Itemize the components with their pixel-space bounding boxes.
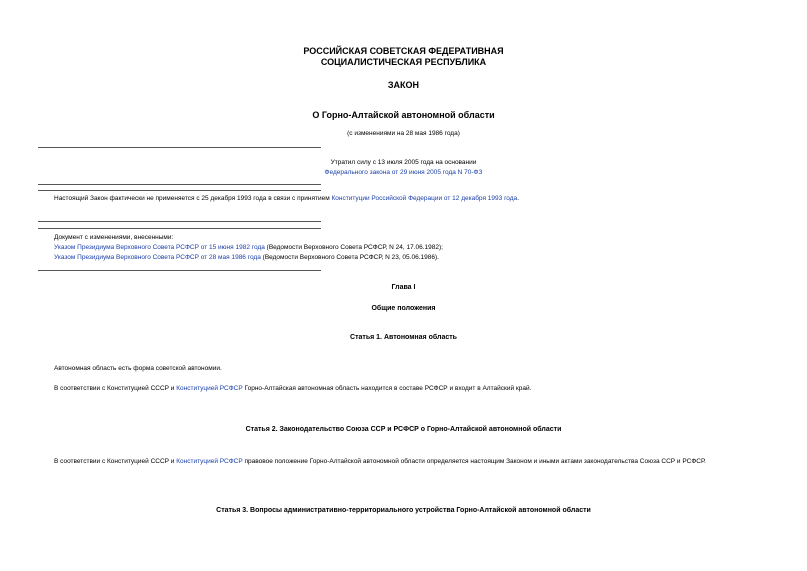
constitution-rsfsr-link[interactable]: Конституцией РСФСР [176,385,243,392]
constitution-rf-link[interactable]: Конституции Российской Федерации от 12 декабря 1993 года [331,195,518,202]
article-2-paragraph-1 [38,457,770,466]
constitution-rsfsr-link[interactable]: Конституцией РСФСР [176,458,243,465]
header-line-1: РОССИЙСКАЯ СОВЕТСКАЯ ФЕДЕРАТИВНАЯ [303,46,504,56]
notice-paragraph [54,195,519,202]
paragraph-text: правовое положение Горно-Алтайской автономной области определяется настоящим Законом и иными актами законодательства Союза ССР и РСФСР. [242,458,706,465]
changes-item-text: (Ведомости Верховного Совета РСФСР, N 23, 05.06.1986). [260,254,439,261]
decree-1982-link[interactable]: Указом Президиума Верховного Совета РСФСР от 15 июня 1982 года [54,244,265,251]
article-1-title: Статья 1. Автономная область [350,334,457,341]
amendments-note: (с изменениями на 28 мая 1986 года) [347,130,460,137]
notice-text-end: . [517,195,519,202]
article-2-title: Статья 2. Законодательство Союза ССР и РСФСР о Горно-Алтайской автономной области [245,426,562,433]
article-1-paragraph-1: Автономная область есть форма советской автономии. [54,365,222,372]
chapter-number: Глава I [391,284,416,291]
divider [38,270,321,271]
lapsed-law-link[interactable]: Федерального закона от 29 июня 2005 года N 70-ФЗ [324,169,483,176]
paragraph-text: Горно-Алтайская автономная область находится в составе РСФСР и входит в Алтайский край. [242,385,532,392]
decree-1986-link[interactable]: Указом Президиума Верховного Совета РСФСР от 28 мая 1986 года [54,254,261,261]
paragraph-text: В соответствии с Конституцией СССР и [54,458,177,465]
divider [38,184,321,185]
chapter-title: Общие положения [371,305,436,312]
document-title: О Горно-Алтайской автономной области [312,110,495,120]
header-line-2: СОЦИАЛИСТИЧЕСКАЯ РЕСПУБЛИКА [320,57,487,67]
changes-item [54,254,439,261]
divider [38,221,321,222]
article-1-paragraph-2 [54,385,531,392]
document-type: ЗАКОН [387,80,420,90]
article-3-title: Статья 3. Вопросы административно-территориального устройства Горно-Алтайской автономной области [216,507,591,514]
notice-text: Настоящий Закон фактически не применяется с 25 декабря 1993 года в связи с принятием [54,195,332,202]
divider [38,147,321,148]
changes-item [54,244,443,251]
divider [38,228,321,229]
divider [38,190,321,191]
changes-item-text: (Ведомости Верховного Совета РСФСР, N 24, 17.06.1982); [264,244,443,251]
lapsed-text: Утратил силу с 13 июля 2005 года на основании [330,159,477,166]
paragraph-text: В соответствии с Конституцией СССР и [54,385,177,392]
changes-heading: Документ с изменениями, внесенными: [54,234,174,241]
